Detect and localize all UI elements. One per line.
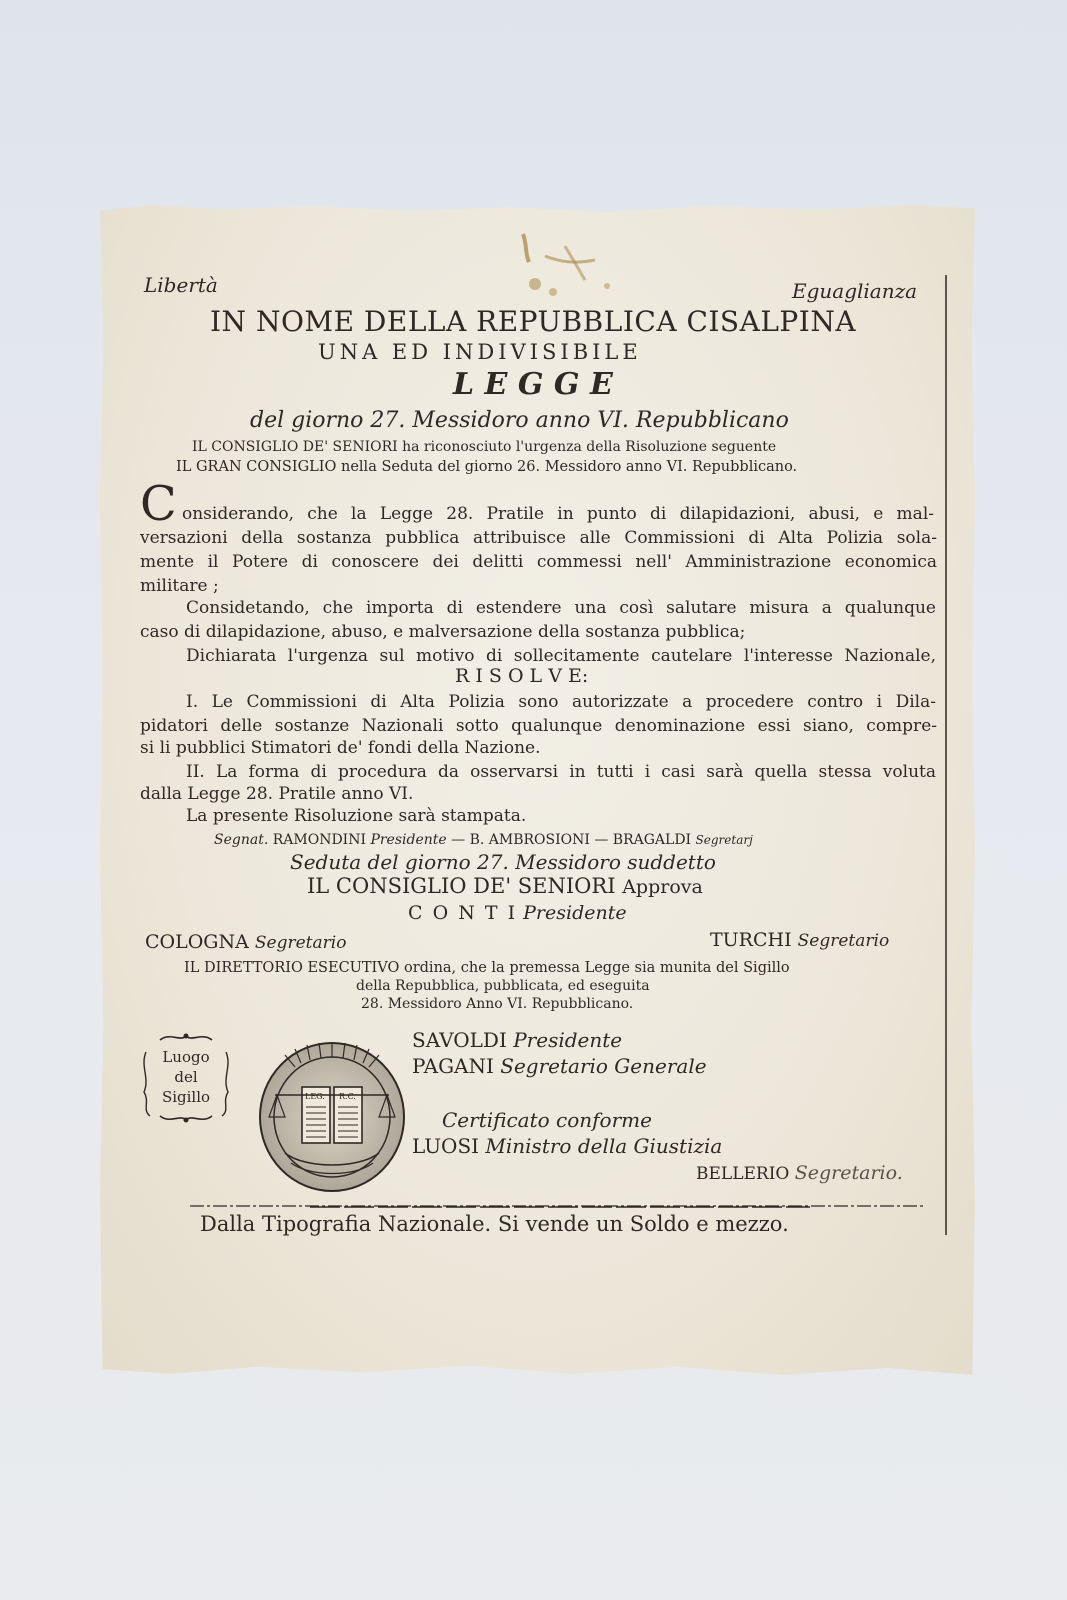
article-line-5: dalla Legge 28. Pratile anno VI. (140, 784, 414, 804)
bellerio-role: Segretario. (794, 1162, 903, 1184)
body-line-1: onsiderando, che la Legge 28. Pratile in punto di dilapidazioni, abusi, e mal- (182, 504, 934, 524)
pagani-name: PAGANI (412, 1054, 494, 1078)
page-title: IN NOME DELLA REPUBBLICA CISALPINA (210, 305, 857, 338)
savoldi-name: SAVOLDI (412, 1028, 507, 1052)
savoldi-signature (412, 1030, 622, 1050)
ink-stain-mark (505, 226, 625, 316)
article-line-2: pidatori delle sostanze Nazionali sotto qualunque denominazione essi siano, compre- (140, 716, 937, 736)
approva-word: Approva (622, 876, 703, 898)
intro-gran-consiglio: IL GRAN CONSIGLIO nella Seduta del giorno 26. Messidoro anno VI. Repubblicano. (176, 459, 798, 475)
seal-book-right-text: R.C. (339, 1092, 356, 1101)
luogo-word: Luogo (162, 1048, 210, 1066)
conti-role: Presidente (523, 902, 627, 924)
body-line-2: versazioni della sostanza pubblica attribuisce alle Commissioni di Alta Polizia sola- (140, 528, 937, 548)
cologna-name: COLOGNA (145, 931, 249, 953)
page-subtitle: UNA ED INDIVISIBILE (318, 340, 642, 364)
divider-ornament-icon (190, 1203, 925, 1209)
conti-name: C O N T I (408, 902, 518, 924)
consiglio-seniori-label: IL CONSIGLIO DE' SENIORI (307, 874, 616, 898)
body-line-7: Dichiarata l'urgenza sul motivo di sollecitamente cautelare l'interesse Nazionale, (186, 646, 936, 666)
luogo-del-sigillo (140, 1030, 232, 1125)
ornamental-divider (190, 1203, 925, 1209)
article-line-3: si li pubblici Stimatori de' fondi della Nazione. (140, 738, 541, 758)
intro-seniori: IL CONSIGLIO DE' SENIORI ha riconosciuto l'urgenza della Risoluzione seguente (192, 439, 777, 455)
turchi-name: TURCHI (710, 929, 792, 951)
law-heading: L E G G E (453, 367, 613, 402)
segnat-role-presidente: Presidente (370, 832, 447, 848)
direttorio-line-3: 28. Messidoro Anno VI. Repubblicano. (361, 996, 634, 1012)
conti-line (408, 904, 627, 923)
savoldi-role: Presidente (513, 1028, 623, 1052)
luosi-role: Ministro della Giustizia (485, 1134, 723, 1158)
approva-line (307, 876, 703, 897)
segnat-name-ramondini: RAMONDINI (272, 832, 366, 848)
cologna-role: Segretario (254, 933, 347, 953)
pagani-role: Segretario Generale (500, 1054, 707, 1078)
article-line-6: La presente Risoluzione sarà stampata. (186, 806, 527, 826)
drop-cap: C (140, 476, 177, 532)
body-line-4: militare ; (140, 576, 219, 596)
del-word: del (174, 1068, 198, 1086)
right-margin-rule (945, 275, 947, 1235)
risolve-heading: R I S O L V E: (455, 665, 589, 687)
turchi-signature (710, 931, 889, 950)
pagani-signature (412, 1056, 707, 1076)
direttorio-line-2: della Repubblica, pubblicata, ed eseguita (356, 978, 650, 994)
republic-seal (255, 1035, 410, 1195)
segnat-prefix: Segnat. (214, 832, 269, 848)
luosi-name: LUOSI (412, 1134, 480, 1158)
motto-left: Libertà (144, 273, 218, 297)
printer-footer: Dalla Tipografia Nazionale. Si vende un Soldo e mezzo. (200, 1212, 789, 1236)
body-line-6: caso di dilapidazione, abuso, e malversazione della sostanza pubblica; (140, 622, 746, 642)
certificato-conforme: Certificato conforme (442, 1108, 652, 1132)
motto-right: Eguaglianza (792, 279, 918, 303)
article-line-4: II. La forma di procedura da osservarsi in tutti i casi sarà quella stessa voluta (186, 762, 936, 782)
seduta-line: Seduta del giorno 27. Messidoro suddetto (290, 850, 716, 874)
luosi-signature (412, 1136, 722, 1156)
cologna-signature (145, 933, 346, 952)
sigillo-word: Sigillo (161, 1088, 211, 1106)
seal-book-left-text: LEG. (305, 1092, 325, 1101)
bellerio-signature (696, 1164, 903, 1183)
law-date-line: del giorno 27. Messidoro anno VI. Repubblicano (250, 408, 789, 433)
body-line-5: Considetando, che importa di estendere una così salutare misura a qualunque (186, 598, 936, 618)
bellerio-name: BELLERIO (696, 1164, 790, 1184)
segnat-line (214, 833, 753, 847)
segnat-names-others: — B. AMBROSIONI — BRAGALDI (451, 832, 692, 848)
direttorio-line-1: IL DIRETTORIO ESECUTIVO ordina, che la premessa Legge sia munita del Sigillo (184, 960, 790, 976)
body-line-3: mente il Potere di conoscere dei delitti commessi nell' Amministrazione economica (140, 552, 937, 572)
article-line-1: I. Le Commissioni di Alta Polizia sono autorizzate a procedere contro i Dila- (186, 692, 936, 712)
segnat-role-segretarj: Segretarj (695, 833, 753, 847)
seal-emblem-icon (255, 1035, 410, 1195)
turchi-role: Segretario (797, 931, 890, 951)
